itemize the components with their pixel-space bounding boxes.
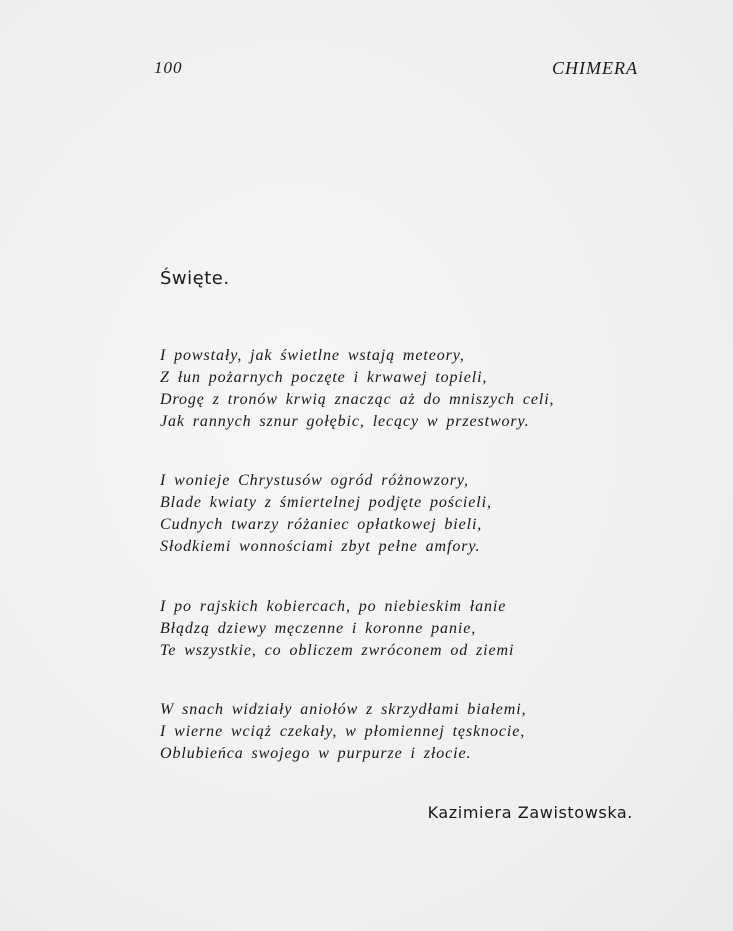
poem-line: Blade kwiaty z śmiertelnej podjęte pościeli,: [160, 494, 492, 511]
poem-title: Święte.: [160, 268, 230, 289]
stanza-2: [160, 470, 600, 558]
poem-line: I powstały, jak świetlne wstają meteory,: [160, 347, 465, 364]
author-signature: Kazimiera Zawistowska.: [427, 803, 633, 822]
stanza-4: [160, 699, 600, 765]
poem-line: Błądzą dziewy męczenne i koronne panie,: [160, 620, 477, 637]
page-number: 100: [154, 58, 183, 77]
poem-line: W snach widziały aniołów z skrzydłami białemi,: [160, 701, 527, 718]
poem-line: Drogę z tronów krwią znacząc aż do mniszych celi,: [160, 391, 555, 408]
poem-line: Cudnych twarzy różaniec opłatkowej bieli,: [160, 516, 483, 533]
poem-line: Oblubieńca swojego w purpurze i złocie.: [160, 745, 472, 762]
stanza-3: [160, 596, 600, 662]
running-head-title: CHIMERA: [552, 58, 638, 78]
poem-line: Słodkiemi wonnościami zbyt pełne amfory.: [160, 538, 481, 555]
poem-line: I wierne wciąż czekały, w płomiennej tęsknocie,: [160, 723, 526, 740]
poem-line: Te wszystkie, co obliczem zwróconem od ziemi: [160, 642, 515, 659]
stanza-1: [160, 345, 600, 433]
poem-line: I wonieje Chrystusów ogród różnowzory,: [160, 472, 469, 489]
poem-line: Z łun pożarnych poczęte i krwawej topieli,: [160, 369, 488, 386]
poem-line: I po rajskich kobiercach, po niebieskim łanie: [160, 598, 507, 615]
poem-line: Jak rannych sznur gołębic, lecący w przestwory.: [160, 413, 530, 430]
